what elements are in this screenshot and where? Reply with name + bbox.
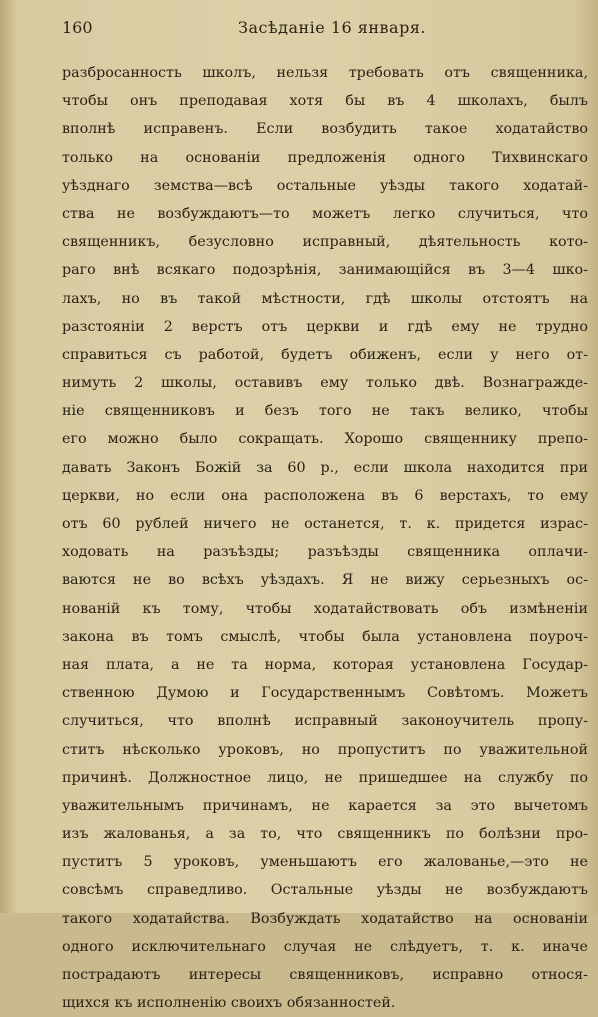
text-line: ваются не во всѣхъ уѣздахъ. Я не вижу серьезныхъ ос- bbox=[62, 572, 588, 589]
text-line: нованій къ тому, чтобы ходатайствовать объ измѣненіи bbox=[62, 600, 588, 617]
text-line: священникъ, безусловно исправный, дѣятельность кото- bbox=[62, 234, 588, 251]
body-text bbox=[62, 59, 588, 1017]
text-line: одного исключительнаго случая не слѣдуетъ, т. к. иначе bbox=[62, 938, 588, 955]
text-line: ститъ нѣсколько уроковъ, но пропуститъ по уважительной bbox=[62, 741, 588, 758]
text-line: ная плата, а не та норма, которая установлена Государ- bbox=[62, 656, 588, 673]
text-line: причинѣ. Должностное лицо, не пришедшее на службу по bbox=[62, 769, 588, 786]
text-line: уѣзднаго земства—всѣ остальные уѣзды такого ходатай- bbox=[62, 177, 588, 194]
page-header bbox=[62, 18, 588, 42]
text-line: только на основаніи предложенія одного Тихвинскаго bbox=[62, 149, 588, 166]
text-line: разбросанность школъ, нельзя требовать отъ священника, bbox=[62, 65, 588, 81]
text-line: щихся къ исполненію своихъ обязанностей. bbox=[62, 995, 396, 1012]
text-line: нимуть 2 школы, оставивъ ему только двѣ. Вознагражде- bbox=[62, 375, 588, 392]
text-line: пострадаютъ интересы священниковъ, исправно относя- bbox=[62, 967, 588, 983]
text-line: случиться, что вполнѣ исправный законоучитель пропу- bbox=[62, 713, 588, 730]
text-line: справиться съ работой, будетъ обиженъ, если у него от- bbox=[62, 346, 588, 363]
running-head: Засѣданіе 16 января. bbox=[238, 18, 427, 37]
text-line: его можно было сокращать. Хорошо священнику препо- bbox=[62, 431, 588, 448]
text-line: ственною Думою и Государственнымъ Совѣтомъ. Можетъ bbox=[62, 685, 588, 702]
text-line: такого ходатайства. Возбуждать ходатайство на основаніи bbox=[62, 910, 588, 927]
text-line: пуститъ 5 уроковъ, уменьшаютъ его жалованье,—это не bbox=[62, 854, 588, 871]
text-line: ніе священниковъ и безъ того не такъ велико, чтобы bbox=[62, 403, 588, 420]
text-line: уважительнымъ причинамъ, не карается за это вычетомъ bbox=[62, 797, 588, 814]
page-number: 160 bbox=[62, 18, 93, 37]
text-line: совсѣмъ справедливо. Остальные уѣзды не возбуждаютъ bbox=[62, 882, 588, 899]
text-line: давать Законъ Божій за 60 р., если школа находится при bbox=[62, 459, 588, 476]
text-line: ства не возбуждаютъ—то можетъ легко случиться, что bbox=[62, 205, 588, 222]
text-line: чтобы онъ преподавая хотя бы въ 4 школахъ, былъ bbox=[62, 93, 588, 110]
text-line: вполнѣ исправенъ. Если возбудить такое ходатайство bbox=[62, 121, 588, 138]
text-line: изъ жалованья, а за то, что священникъ по болѣзни про- bbox=[62, 826, 588, 843]
text-line: лахъ, но въ такой мѣстности, гдѣ школы отстоятъ на bbox=[62, 290, 588, 307]
text-line: церкви, но если она расположена въ 6 верстахъ, то ему bbox=[62, 487, 588, 504]
text-line: раго внѣ всякаго подозрѣнія, занимающійся въ 3—4 шко- bbox=[62, 262, 588, 279]
text-line: ходовать на разъѣзды; разъѣзды священника оплачи- bbox=[62, 544, 588, 561]
text-line: закона въ томъ смыслѣ, чтобы была установлена поуроч- bbox=[62, 628, 588, 645]
text-line: разстояніи 2 верстъ отъ церкви и гдѣ ему не трудно bbox=[62, 318, 588, 335]
text-line: отъ 60 рублей ничего не останется, т. к. придется израс- bbox=[62, 516, 588, 532]
